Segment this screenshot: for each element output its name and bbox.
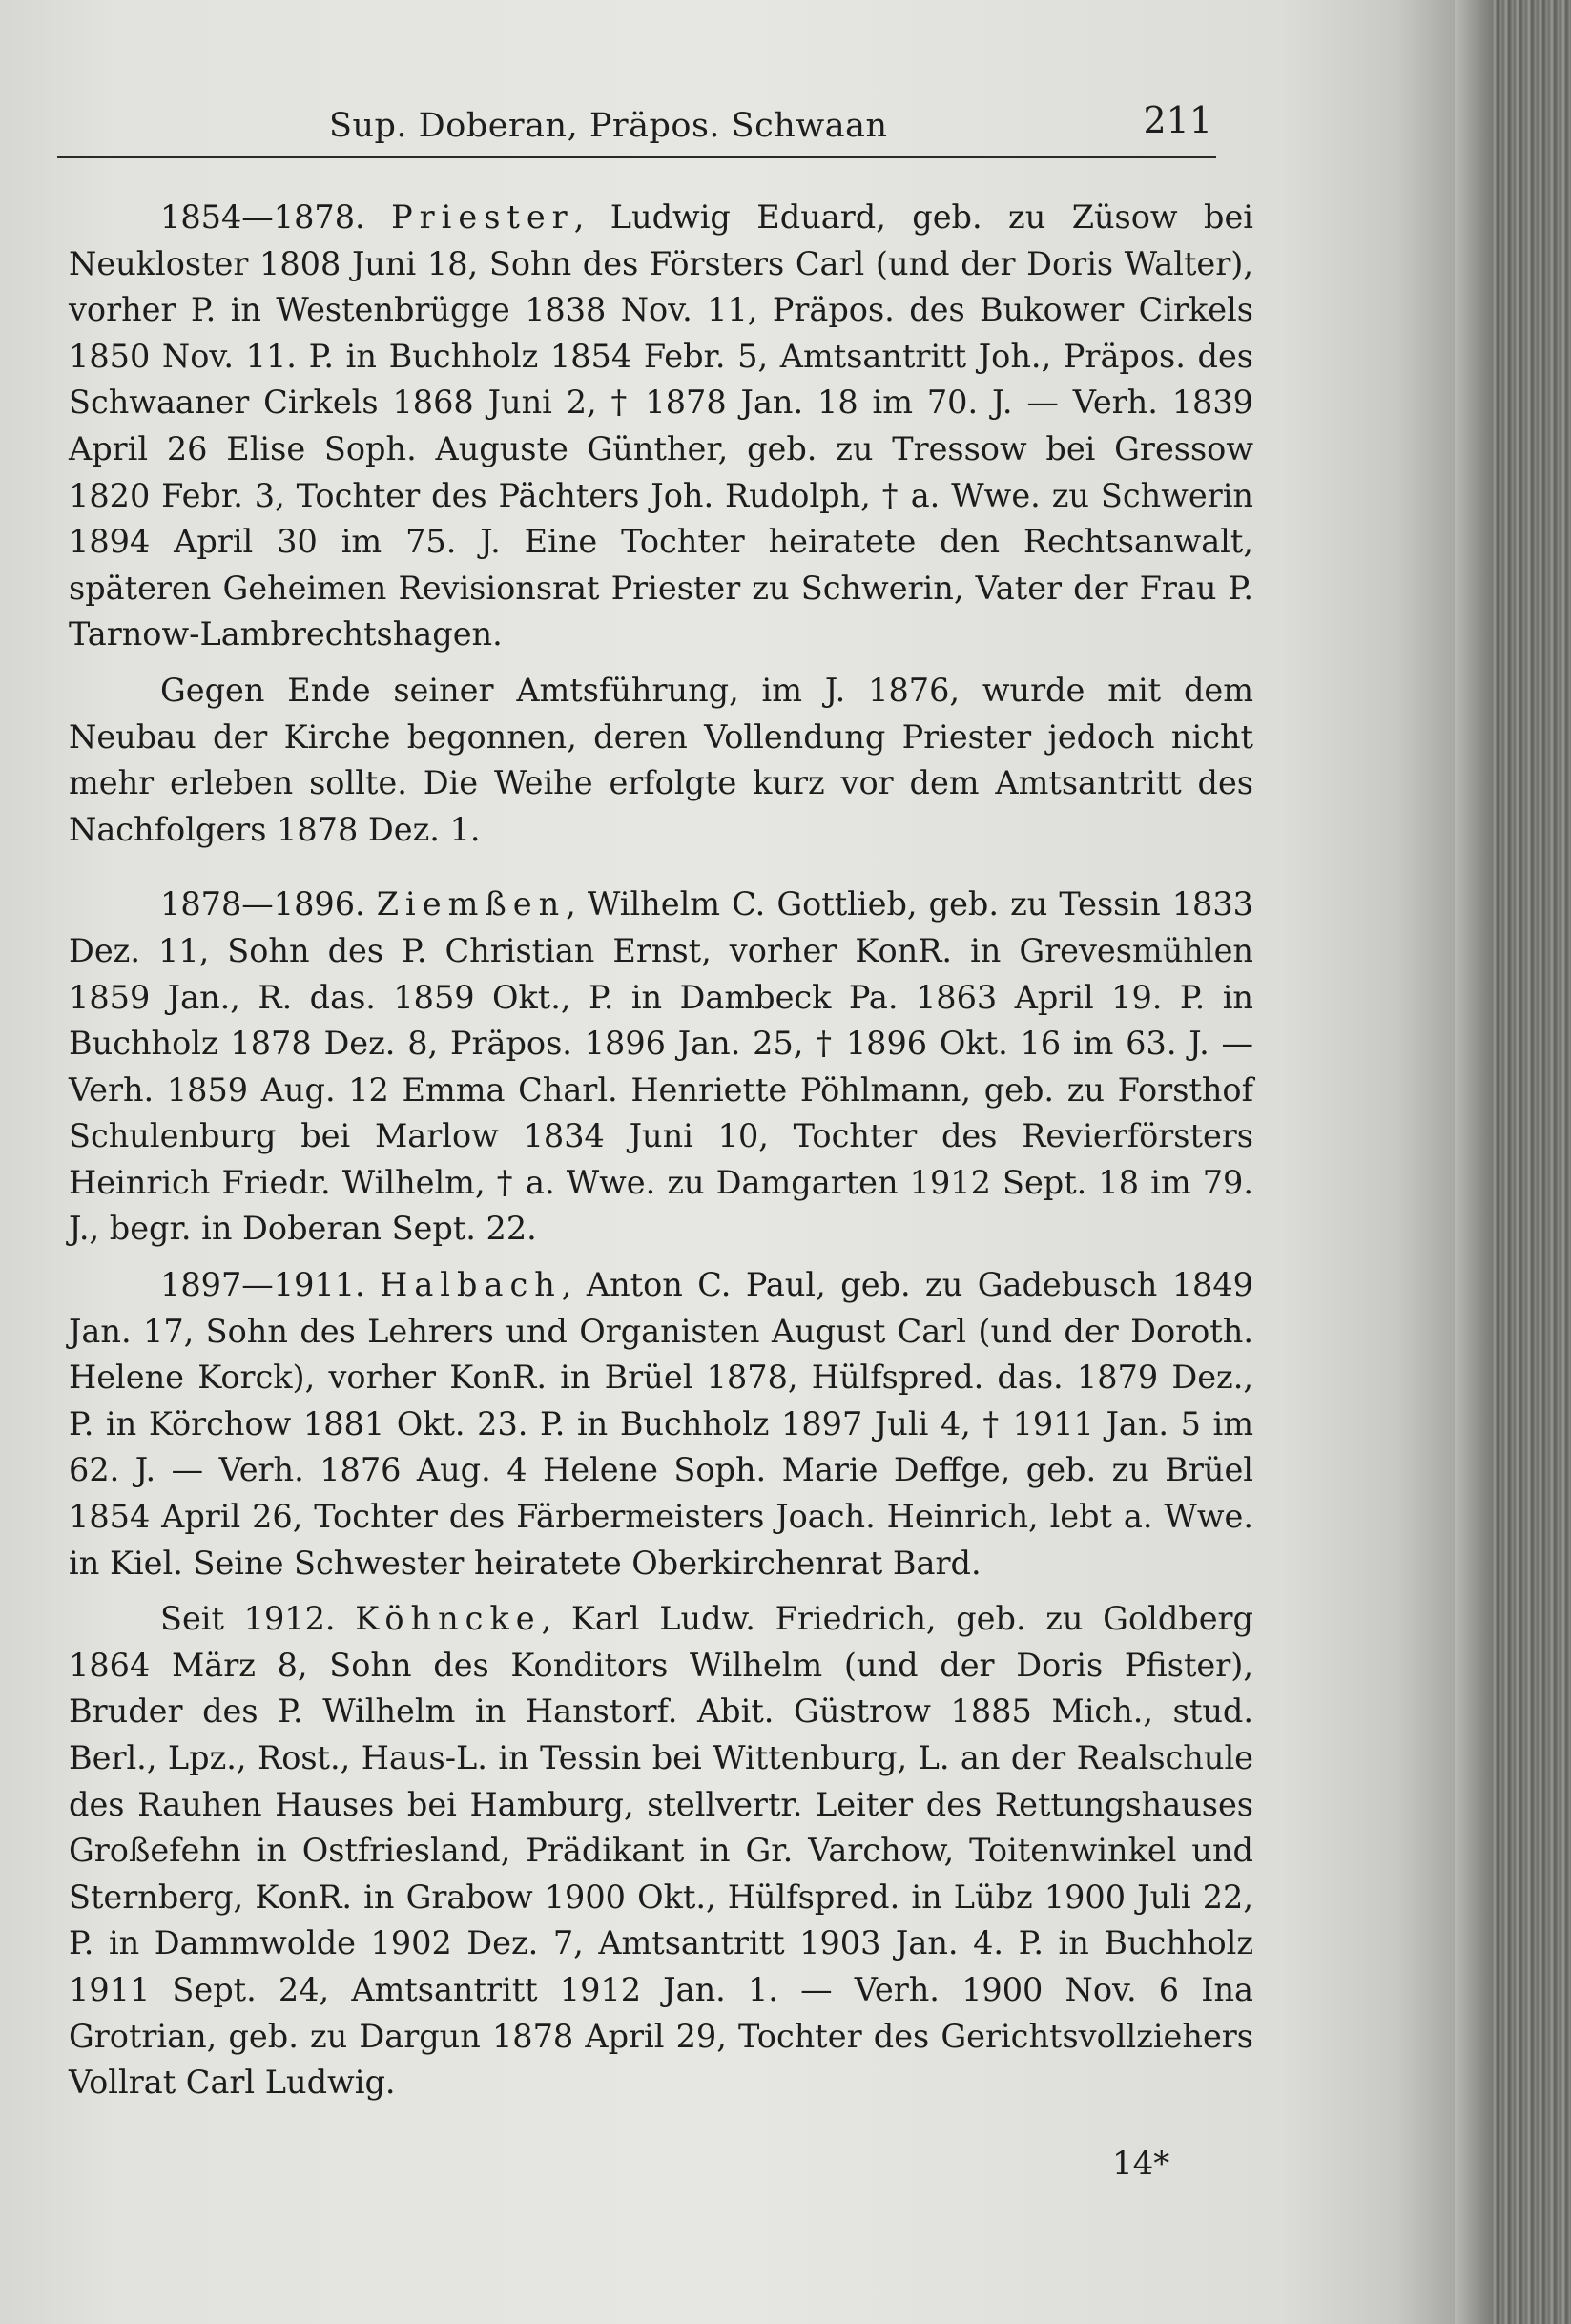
entry-halbach — [69, 1262, 1253, 1587]
entry-years: 1897—1911. — [160, 1266, 365, 1304]
entry-koehncke — [69, 1596, 1253, 2106]
header-title: Sup. Doberan, Präpos. Schwaan — [329, 107, 888, 145]
entry-name: Köhncke — [355, 1600, 542, 1638]
entry-text: Gegen Ende seiner Amtsführung, im J. 1876, wurde mit dem Neubau der Kirche begonnen, deren Vollendung Priester jedoch nicht mehr erleben sollte. Die Weihe erfolgte kurz vor dem Amtsantritt des Nachfolgers 1878 Dez. 1. — [69, 671, 1253, 848]
entry-text: , Anton C. Paul, geb. zu Gadebusch 1849 Jan. 17, Sohn des Lehrers und Organisten August Carl (und der Doroth. Helene Korck), vorher KonR. in Brüel 1878, Hülfspred. das. 1879 Dez., P. in Körchow 1881 Okt. 23. P. in Buchholz 1897 Juli 4, † 1911 Jan. 5 im 62. J. — Verh. 1876 Aug. 4 Helene Soph. Marie Deffge, geb. zu Brüel 1854 April 26, Tochter des Färbermeisters Joach. Heinrich, lebt a. Wwe. in Kiel. Seine Schwester heiratete Oberkirchenrat Bard. — [69, 1266, 1253, 1582]
entry-note-neubau — [69, 668, 1253, 853]
running-header — [57, 99, 1216, 158]
entry-name: Priester — [391, 198, 574, 236]
entry-text: , Ludwig Eduard, geb. zu Züsow bei Neukloster 1808 Juni 18, Sohn des Försters Carl (und der Doris Walter), vorher P. in Westenbrügge 1838 Nov. 11, Präpos. des Bukower Cirkels 1850 Nov. 11. P. in Buchholz 1854 Febr. 5, Amtsantritt Joh., Präpos. des Schwaaner Cirkels 1868 Juni 2, † 1878 Jan. 18 im 70. J. — Verh. 1839 April 26 Elise Soph. Auguste Günther, geb. zu Tressow bei Gressow 1820 Febr. 3, Tochter des Pächters Joh. Rudolph, † a. Wwe. zu Schwerin 1894 April 30 im 75. J. Eine Tochter heiratete den Rechtsanwalt, späteren Geheimen Revisionsrat Priester zu Schwerin, Vater der Frau P. Tarnow-Lambrechtshagen. — [69, 198, 1254, 654]
entry-priester — [69, 195, 1253, 658]
entry-text: , Karl Ludw. Friedrich, geb. zu Goldberg 1864 März 8, Sohn des Konditors Wilhelm (und der Doris Pfister), Bruder des P. Wilhelm in Hanstorf. Abit. Güstrow 1885 Mich., stud. Berl., Lpz., Rost., Haus-L. in Tessin bei Wittenburg, L. an der Realschule des Rauhen Hauses bei Hamburg, stellvertr. Leiter des Rettungshauses Großefehn in Ostfriesland, Prädikant in Gr. Varchow, Toitenwinkel und Sternberg, KonR. in Grabow 1900 Okt., Hülfspred. in Lübz 1900 Juli 22, P. in Dammwolde 1902 Dez. 7, Amtsantritt 1903 Jan. 4. P. in Buchholz 1911 Sept. 24, Amtsantritt 1912 Jan. 1. — Verh. 1900 Nov. 6 Ina Grotrian, geb. zu Dargun 1878 April 29, Tochter des Gerichtsvollziehers Vollrat Carl Ludwig. — [69, 1600, 1253, 2102]
entry-years: Seit 1912. — [160, 1600, 336, 1638]
entry-name: Halbach — [380, 1266, 562, 1304]
page-number: 211 — [1143, 99, 1212, 141]
entry-years: 1854—1878. — [160, 198, 365, 236]
entry-years: 1878—1896. — [160, 885, 365, 923]
entry-ziemssen — [69, 882, 1253, 1253]
signature-mark: 14* — [1112, 2145, 1170, 2183]
entry-text: , Wilhelm C. Gottlieb, geb. zu Tessin 1833 Dez. 11, Sohn des P. Christian Ernst, vorher KonR. in Grevesmühlen 1859 Jan., R. das. 1859 Okt., P. in Dambeck Pa. 1863 April 19. P. in Buchholz 1878 Dez. 8, Präpos. 1896 Jan. 25, † 1896 Okt. 16 im 63. J. — Verh. 1859 Aug. 12 Emma Charl. Henriette Pöhlmann, geb. zu Forsthof Schulenburg bei Marlow 1834 Juni 10, Tochter des Revierförsters Heinrich Friedr. Wilhelm, † a. Wwe. zu Damgarten 1912 Sept. 18 im 79. J., begr. in Doberan Sept. 22. — [69, 885, 1254, 1248]
entry-name: Ziemßen — [376, 885, 567, 923]
book-gutter-shadow — [1455, 0, 1493, 2324]
page-body — [69, 195, 1253, 2106]
